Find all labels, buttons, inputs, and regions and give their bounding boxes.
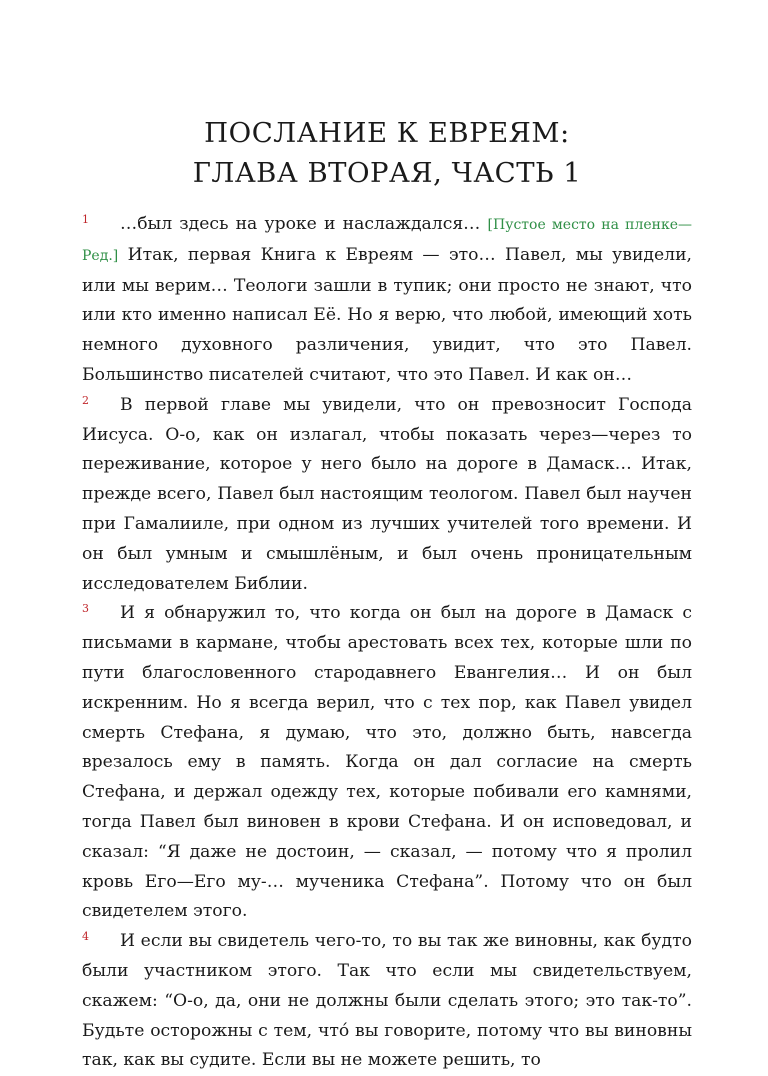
paragraph-text: И если вы свидетель чего-то, то вы так же виновны, как будто были участником этого. Так что если мы свидетельствуем, скажем: “О-о, да, они не должны были сделать этого; это так-то”. Будьте осторожны с тем, что́ вы говорите, потому что вы виновны так, как вы судите. Если вы не можете решить, то bbox=[82, 931, 692, 1071]
paragraph-2: 2 В первой главе мы увидели, что он превозносит Господа Иисуса. О-о, как он излагал, чтобы показать через—через то переживание, которое у него было на дороге в Дамаск… Итак, прежде всего, Павел был настоящим теологом. Павел был научен при Гамалииле, при одном из лучших учителей того времени. И он был умным и смышлёным, и был очень проницательным исследователем Библии. bbox=[82, 393, 692, 594]
paragraph-text: Итак, первая Книга к Евреям — это… Павел, мы увидели, или мы верим… Теологи зашли в тупик; они просто не знают, что или кто именно написал Её. Но я верю, что любой, имеющий хоть немного духовного различения, увидит, что это Павел. Большинство писателей считают, что это Павел. И как он… bbox=[82, 244, 692, 385]
paragraph-text: И я обнаружил то, что когда он был на дороге в Дамаск с письмами в кармане, чтобы арестовать всех тех, которые шли по пути благословенного стародавнего Евангелия… И он был искренним. Но я всегда верил, что с тех пор, как Павел увидел смерть Стефана, я думаю, что это, должно быть, навсегда врезалось ему в память. Когда он дал согласие на смерть Стефана, и держал одежду тех, которые побивали его камнями, тогда Павел был виновен в крови Стефана. И он исповедовал, и сказал: “Я даже не достоин, — сказал, — потому что я пролил кровь Его—Его му-… мученика Стефана”. Потому что он был свидетелем этого. bbox=[82, 603, 692, 922]
chapter-title-line-2: ГЛАВА ВТОРАЯ, ЧАСТЬ 1 bbox=[192, 157, 582, 189]
editor-note: [Пустое место на пленке—Ред.] bbox=[82, 217, 692, 264]
paragraph-lead-text: …был здесь на уроке и наслаждался… bbox=[120, 214, 488, 234]
paragraph-4: 4 И если вы свидетель чего-то, то вы так же виновны, как будто были участником этого. Так что если мы свидетельствуем, скажем: “О-о, да, они не должны были сделать этого; это так-то”. Будьте осторожны с тем, что́ вы говорите, потому что вы виновны так, как вы судите. Если вы не можете решить, то bbox=[82, 930, 692, 1071]
document-page bbox=[82, 0, 692, 1071]
chapter-title-line-1: ПОСЛАНИЕ К ЕВРЕЯМ: bbox=[204, 117, 570, 149]
paragraph-text: В первой главе мы увидели, что он превозносит Господа Иисуса. О-о, как он излагал, чтобы показать через—через то переживание, которое у него было на дороге в Дамаск… Итак, прежде всего, Павел был настоящим теологом. Павел был научен при Гамалииле, при одном из лучших учителей того времени. И он был умным и смышлёным, и был очень проницательным исследователем Библии. bbox=[82, 394, 692, 594]
chapter-title bbox=[82, 0, 692, 193]
paragraph-1: 1 …был здесь на уроке и наслаждался… [Пустое место на пленке—Ред.] Итак, первая Книга к Евреям — это… Павел, мы увидели, или мы верим… Теологи зашли в тупик; они просто не знают, что или кто именно написал Её. Но я верю, что любой, имеющий хоть немного духовного различения, увидит, что это Павел. Большинство писателей считают, что это Павел. И как он… bbox=[82, 213, 692, 385]
document-body bbox=[82, 210, 692, 1076]
paragraph-3: 3 И я обнаружил то, что когда он был на дороге в Дамаск с письмами в кармане, чтобы арестовать всех тех, которые шли по пути благословенного стародавнего Евангелия… И он был искренним. Но я всегда верил, что с тех пор, как Павел увидел смерть Стефана, я думаю, что это, должно быть, навсегда врезалось ему в память. Когда он дал согласие на смерть Стефана, и держал одежду тех, которые побивали его камнями, тогда Павел был виновен в крови Стефана. И он исповедовал, и сказал: “Я даже не достоин, — сказал, — потому что я пролил кровь Его—Его му-… мученика Стефана”. Потому что он был свидетелем этого. bbox=[82, 602, 692, 922]
